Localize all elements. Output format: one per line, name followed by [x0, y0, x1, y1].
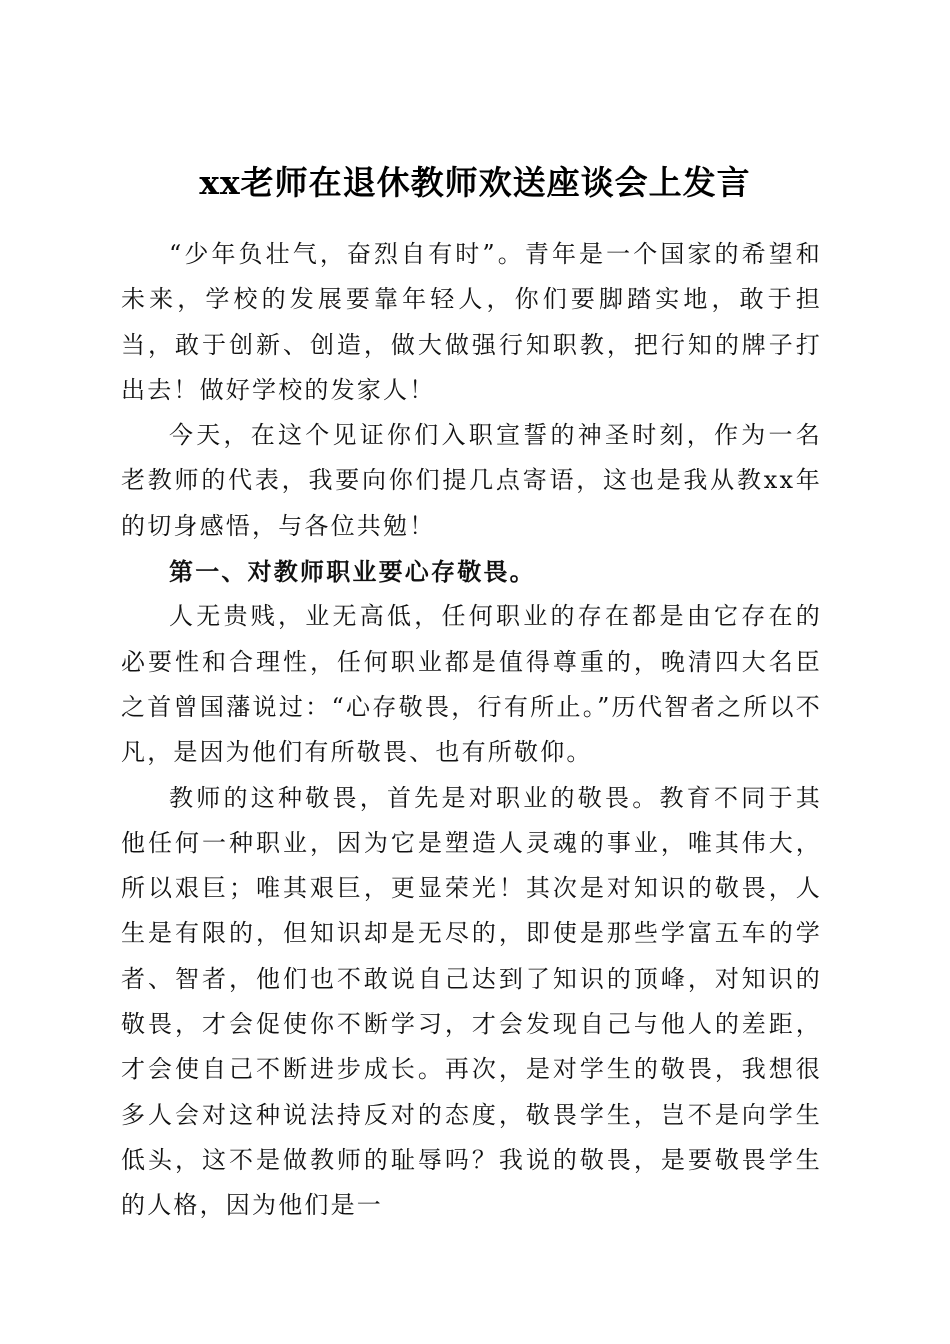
paragraph-1: “少年负壮气，奋烈自有时”。青年是一个国家的希望和未来，学校的发展要靠年轻人，你们要脚踏实地，敢于担当，敢于创新、创造，做大做强行知职教，把行知的牌子打出去！做好学校的发家人！: [121, 240, 822, 404]
paragraph-3: 人无贵贱，业无高低，任何职业的存在都是由它存在的必要性和合理性，任何职业都是值得尊重的，晚清四大名臣之首曾国藩说过：“心存敬畏，行有所止。”历代智者之所以不凡，是因为他们有所敬畏、也有所敬仰。: [121, 602, 822, 767]
document-title: xx老师在退休教师欢送座谈会上发言: [199, 163, 751, 203]
paragraph-4: 教师的这种敬畏，首先是对职业的敬畏。教育不同于其他任何一种职业，因为它是塑造人灵魂的事业，唯其伟大，所以艰巨；唯其艰巨，更显荣光！其次是对知识的敬畏，人生是有限的，但知识却是无尽的，即使是那些学富五车的学者、智者，他们也不敢说自己达到了知识的顶峰，对知识的敬畏，才会促使你不断学习，才会发现自己与他人的差距，才会使自己不断进步成长。再次，是对学生的敬畏，我想很多人会对这种说法持反对的态度，敬畏学生，岂不是向学生低头，这不是做教师的耻辱吗？我说的敬畏，是要敬畏学生的人格，因为他们是一: [121, 783, 822, 1220]
section-heading-1: 第一、对教师职业要心存敬畏。: [169, 557, 536, 587]
paragraph-2: 今天，在这个见证你们入职宣誓的神圣时刻，作为一名老教师的代表，我要向你们提几点寄语，这也是我从教xx年的切身感悟，与各位共勉！: [121, 421, 822, 540]
document-body: [121, 232, 822, 1229]
